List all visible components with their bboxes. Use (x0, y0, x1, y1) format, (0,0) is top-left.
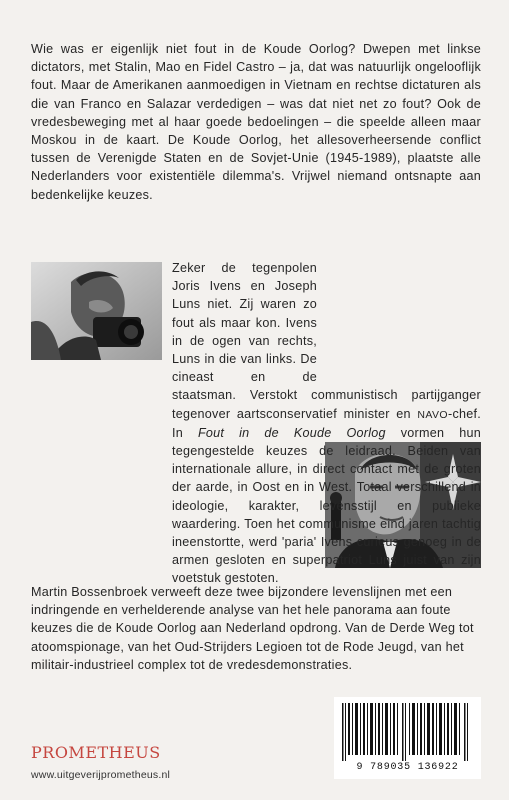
photo-joris-ivens (31, 262, 162, 360)
isbn-number: 9 789035 136922 (334, 762, 481, 773)
ivens-luns-paragraph (172, 259, 481, 588)
intro-paragraph: Wie was er eigenlijk niet fout in de Koude Oorlog? Dwepen met linkse dictators, met Stalin, Mao en Fidel Castro – ja, dat was natuurlijk ongelooflijk fout. Maar de Amerikanen aanmoedigen in Vietnam en rechtse dictaturen als die van Franco en Salazar verdedigen – was dat niet net zo fout? Ook de vredesbeweging met al haar goede bedoelingen – die speelde alleen maar Moskou in de kaart. De Koude Oorlog, het allesoverheersende conflict tussen de Verenigde Staten en de Sovjet-Unie (1945-1989), plaatste alle Nederlanders voor existentiële dilemma's. Vrijwel niemand ontsnapte aan bedenkelijke keuzes. (31, 42, 481, 202)
image-wrap-spacer (321, 259, 481, 383)
publisher-url: www.uitgeverijprometheus.nl (31, 769, 171, 781)
ivens-camera-photo (31, 262, 162, 360)
book-title: Fout in de Koude Oorlog (197, 425, 386, 440)
p2-text-a: Zeker de tegenpolen Joris Ivens en Joseph Luns niet. Zij waren zo fout als maar kon. Ivens in de ogen van rechts, Luns in die van links. De cineast en de staatsman. Verstokt communistisch partijganger tegenover aartsconservatief minister en (172, 261, 481, 421)
p2-text-c: vormen hun tegengestelde keuzes de leidraad. Beiden van internationale allure, in direct contact met de groten der aarde, in Oost en in West. Totaal verschillend in ideologie, karakter, levensstijl en publieke waardering. Toen het communisme eind jaren tachtig ineenstortte, werd 'paria' Ivens curieus genoeg in de armen gesloten en superpatriot Luns juist van zijn voetstuk gestoten. (172, 425, 481, 586)
p2-text-b: -chef. In (172, 406, 481, 440)
publisher-logo: PROMETHEUS (31, 743, 161, 762)
author-paragraph: Martin Bossenbroek verweeft deze twee bijzondere levenslijnen met een indringende en verhelderende analyse van het hele panorama aan foute keuzes die de Koude Oorlog aan Nederland opdrong. Van de Derde Weg tot atoomspionage, van het Oud-Strijders Legioen tot de Rode Jeugd, van het militair-industrieel complex tot de vredesdemonstraties. (31, 585, 474, 672)
barcode-bars (334, 697, 481, 761)
p2-navo: NAVO (417, 408, 448, 421)
